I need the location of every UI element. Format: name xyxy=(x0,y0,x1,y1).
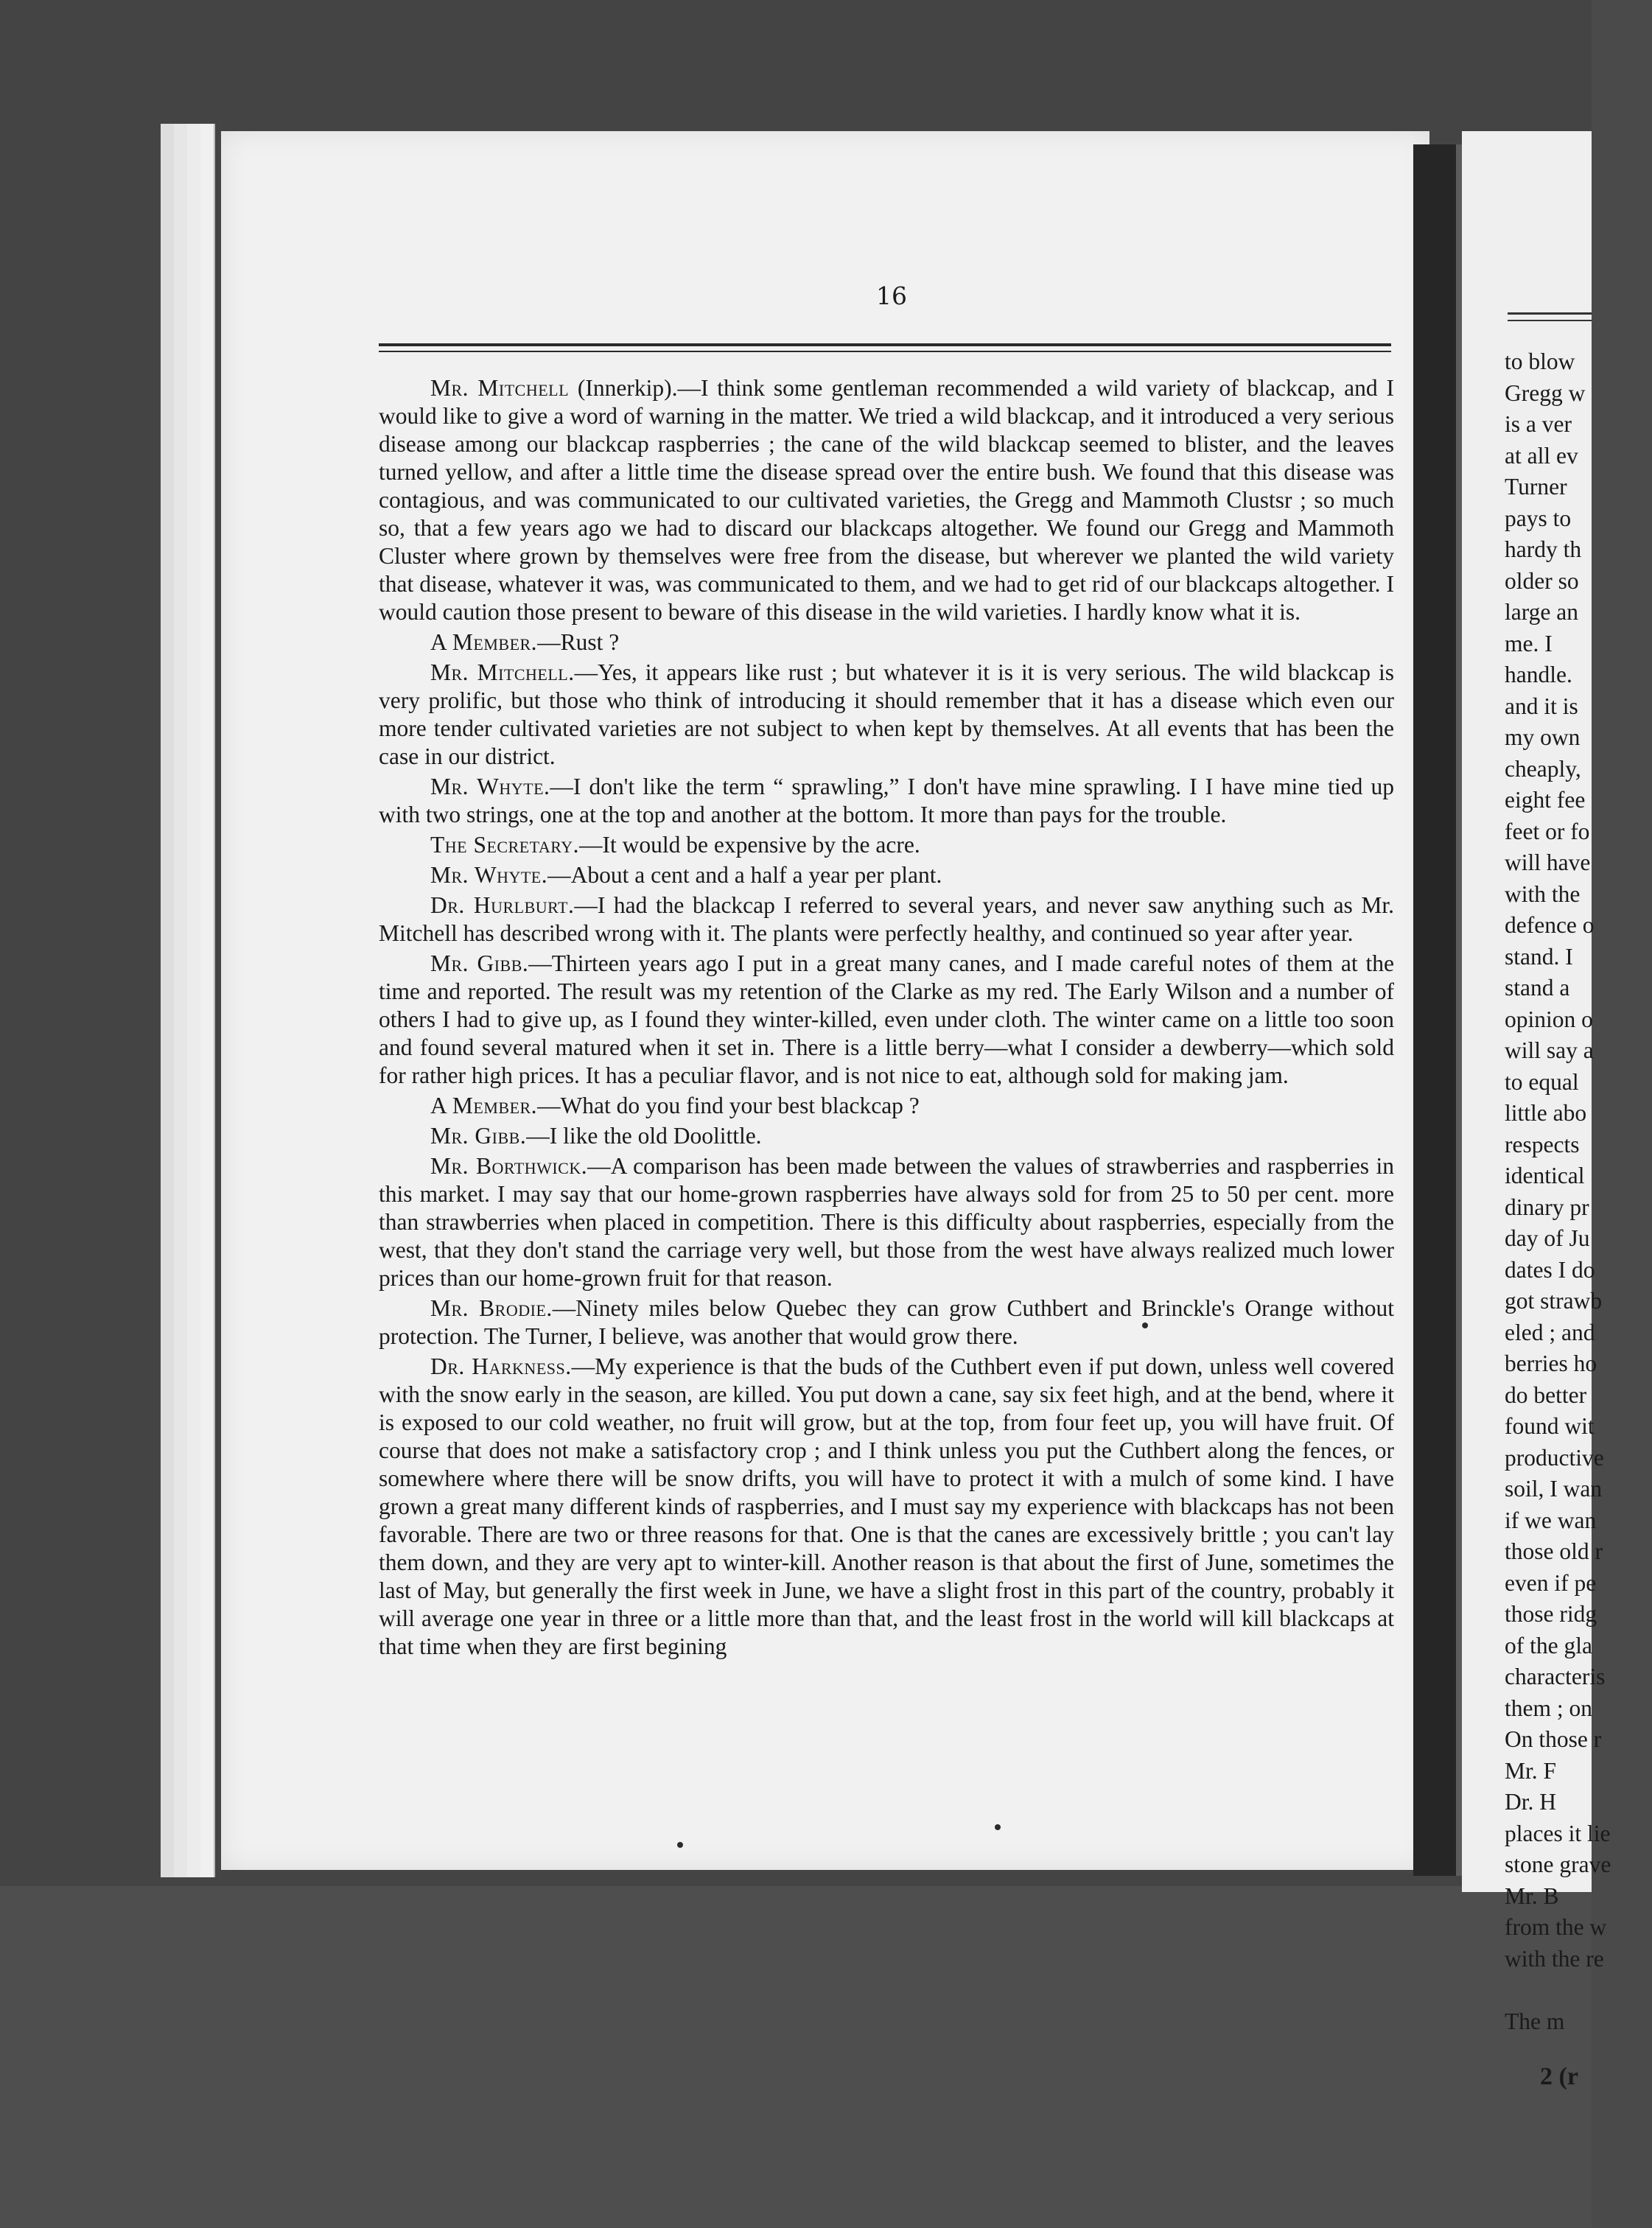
next-page-line: soil, I wan xyxy=(1505,1476,1603,1502)
paragraph-text: —I don't like the term “ sprawling,” I don't have mine sprawling. I I have mine tied up with two strings, one at the top and another at the bottom. It more than pays for the trouble. xyxy=(379,774,1395,827)
paragraph xyxy=(379,831,1394,859)
speaker-name: Mr. Mitchell. xyxy=(430,659,575,685)
next-page-line: identical xyxy=(1505,1163,1585,1188)
paragraph xyxy=(379,1295,1394,1351)
print-speck xyxy=(677,1842,683,1848)
page-edge xyxy=(174,124,189,1877)
next-page-line: Mr. F xyxy=(1505,1757,1557,1784)
paragraph xyxy=(379,773,1394,829)
speaker-name: Mr. Gibb. xyxy=(430,950,529,976)
next-page-line: with the xyxy=(1505,880,1581,907)
paragraph xyxy=(379,1092,1394,1120)
next-page-line: got strawb xyxy=(1505,1288,1603,1314)
paragraph-text: —About a cent and a half a year per plant. xyxy=(547,862,942,888)
page-body-text xyxy=(379,374,1394,1663)
header-rule-thin xyxy=(379,351,1391,352)
page-edge xyxy=(200,124,215,1877)
next-page-line: to equal xyxy=(1505,1068,1579,1095)
next-page-line: handle. xyxy=(1505,662,1572,687)
next-page-line: feet or fo xyxy=(1505,818,1590,844)
next-page-line: cheaply, xyxy=(1505,755,1581,782)
next-page-line: if we wan xyxy=(1505,1507,1597,1533)
next-page-line: On those r xyxy=(1505,1726,1602,1752)
book-binding-edge xyxy=(1456,144,1462,1876)
speaker-name: A Member. xyxy=(430,1093,538,1118)
next-page-line: even if pe xyxy=(1505,1569,1597,1596)
paragraph-text: (Innerkip).—I think some gentleman recommended a wild variety of blackcap, and I would like to give a word of warning in the matter. We tried a wild blackcap, and it introduced a very serious disease among our blackcap raspberries ; the cane of the wild blackcap seemed to blister, and the leaves turned yellow, and after a little time the disease spread over the entire bush. We found that this disease was contagious, and was communicated to our cultivated varieties, the Gregg and Mammoth Clustsr ; so much so, that a few years ago we had to discard our blackcaps altogether. We found our Gregg and Mammoth Cluster where grown by themselves were free from the disease, but wherever we planted the wild variety that disease, whatever it was, was communicated to them, and we had to get rid of our blackcaps altogether. I would caution those present to beware of this disease in the wild varieties. I hardly know what it is. xyxy=(379,375,1394,625)
next-page-line: them ; on xyxy=(1505,1695,1592,1721)
next-page-line: those ridg xyxy=(1505,1601,1597,1627)
next-page-line: me. I xyxy=(1505,630,1553,656)
speaker-name: Mr. Mitchell xyxy=(430,375,570,401)
paragraph xyxy=(379,950,1394,1090)
page-number: 16 xyxy=(876,281,907,310)
scan-bottom-area xyxy=(0,1886,1592,2228)
next-page-line xyxy=(1505,1975,1652,2006)
paragraph-text: —It would be expensive by the acre. xyxy=(578,832,920,858)
book-binding xyxy=(1413,144,1456,1876)
paragraph xyxy=(379,1122,1394,1150)
paragraph xyxy=(379,1152,1394,1292)
next-page-footer: 2 (r xyxy=(1540,2063,1578,2090)
next-page-line: defence o xyxy=(1505,912,1595,938)
paragraph-text: —Yes, it appears like rust ; but whatever it is it is very serious. The wild blackcap is very prolific, but those who think of introducing it should remember that it has a disease which even our more tender cultivated varieties are not subject to when kept by themselves. At all events that has been the case in our district. xyxy=(379,659,1394,769)
paragraph-text: —What do you find your best blackcap ? xyxy=(537,1093,920,1118)
next-page-line: older so xyxy=(1505,567,1579,594)
next-page-line: eight fee xyxy=(1505,787,1586,813)
paragraph-text: —My experience is that the buds of the Cuthbert even if put down, unless well covered with the snow early in the season, are killed. You put down a cane, say six feet high, and at the bend, where it is exposed to our cold weather, no fruit will grow, but at the top, from four feet up, you will have fruit. Of course that does not make a satisfactory crop ; and I think unless you put the Cuthbert along the fences, or somewhere where there will be snow drifts, you will have to protect it with a mulch of some kind. I have grown a great many different kinds of raspberries, and I must say my experience with blackcaps has not been favorable. There are two or three reasons for that. One is that the canes are excessively brittle ; you can't lay them down, and they are very apt to winter-kill. Another reason is that about the first of June, sometimes the last of May, but generally the first week in June, we have a slight frost in this part of the country, probably it will average one year in three or a little more than that, and the least frost in the world will kill blackcaps at that time when they are first begining xyxy=(379,1353,1394,1659)
next-page-line: The m xyxy=(1505,2008,1565,2034)
speaker-name: A Member. xyxy=(430,629,538,655)
print-speck xyxy=(1142,1323,1148,1328)
paragraph-text: —Thirteen years ago I put in a great many canes, and I made careful notes of them at the time and reported. The result was my retention of the Clarke as my red. The Early Wilson and a number of others I had to give up, as I found they winter-killed, even under cloth. The winter came on a little too soon and found several matured when it set in. There is a little berry—what I consider a dewberry—which sold for rather high prices. It has a peculiar flavor, and is not nice to eat, although sold for making jam. xyxy=(379,950,1394,1088)
page-edge xyxy=(161,124,175,1877)
next-page-line: places it lie xyxy=(1505,1820,1611,1846)
speaker-name: Dr. Harkness. xyxy=(430,1353,572,1379)
next-page-line: and it is xyxy=(1505,693,1578,719)
paragraph xyxy=(379,374,1394,626)
paragraph-text: —I like the old Doolittle. xyxy=(526,1123,762,1149)
next-page-line: respects xyxy=(1505,1131,1580,1157)
paragraph xyxy=(379,659,1394,771)
paragraph xyxy=(379,891,1394,947)
next-page-line: do better xyxy=(1505,1381,1587,1408)
page-edge xyxy=(187,124,202,1877)
print-speck xyxy=(995,1824,1001,1830)
next-page-header-rule xyxy=(1508,312,1592,315)
next-page-line: day of Ju xyxy=(1505,1225,1590,1251)
next-page-line: Dr. H xyxy=(1505,1789,1556,1815)
next-page-line: those old r xyxy=(1505,1538,1603,1564)
next-page-line: large an xyxy=(1505,599,1578,625)
next-page-line: berries ho xyxy=(1505,1351,1597,1376)
speaker-name: Dr. Hurlburt. xyxy=(430,892,575,918)
next-page-line: opinion o xyxy=(1505,1006,1593,1032)
next-page-line: stand a xyxy=(1505,975,1570,1001)
next-page-line: Mr. B xyxy=(1505,1882,1559,1909)
next-page-line: Turner xyxy=(1505,474,1567,500)
header-rule xyxy=(379,343,1391,346)
next-page-line: hardy th xyxy=(1505,536,1582,562)
paragraph xyxy=(379,861,1394,889)
next-page-line: my own xyxy=(1505,724,1581,750)
next-page-text xyxy=(1505,346,1652,2037)
speaker-name: Mr. Whyte. xyxy=(430,774,550,799)
speaker-name: Mr. Brodie. xyxy=(430,1295,553,1321)
speaker-name: Mr. Borthwick. xyxy=(430,1153,588,1179)
paragraph-text: —I had the blackcap I referred to several years, and never saw anything such as Mr. Mitchell has described wrong with it. The plants were perfectly healthy, and continued so year after year. xyxy=(379,892,1395,946)
next-page-line: Gregg w xyxy=(1505,379,1586,406)
next-page-line: found wit xyxy=(1505,1413,1595,1439)
next-page-line: characteris xyxy=(1505,1664,1606,1689)
paragraph-text: —Rust ? xyxy=(537,629,620,655)
next-page-line: will say a xyxy=(1505,1037,1594,1063)
speaker-name: The Secretary. xyxy=(430,832,579,858)
speaker-name: Mr. Whyte. xyxy=(430,862,548,888)
next-page-line: pays to xyxy=(1505,505,1572,531)
next-page-line: from the w xyxy=(1505,1914,1607,1940)
next-page-line: of the gla xyxy=(1505,1632,1592,1658)
next-page-line: eled ; and xyxy=(1505,1319,1595,1345)
next-page-line: dinary pr xyxy=(1505,1194,1589,1220)
next-page-line: will have xyxy=(1505,849,1591,875)
next-page-header-rule-thin xyxy=(1508,320,1592,321)
paragraph-text: —A comparison has been made between the values of strawberries and raspberries in this market. I may say that our home-grown raspberries have always sold for from 25 to 50 per cent. more than strawberries when placed in competition. There is this difficulty about raspberries, especially from the west, that they don't stand the carriage very well, but those from the west have always realized much lower prices than our home-grown fruit for that reason. xyxy=(379,1153,1394,1291)
paragraph xyxy=(379,628,1394,656)
next-page-line: to blow xyxy=(1505,348,1575,374)
next-page-line: productive xyxy=(1505,1444,1604,1471)
paragraph xyxy=(379,1353,1394,1661)
next-page-line: at all ev xyxy=(1505,442,1578,469)
speaker-name: Mr. Gibb. xyxy=(430,1123,527,1149)
next-page xyxy=(1462,131,1611,2090)
next-page-line: stone grave xyxy=(1505,1852,1611,1877)
next-page-line: dates I do xyxy=(1505,1256,1595,1283)
paragraph-text: —Ninety miles below Quebec they can grow Cuthbert and Brinckle's Orange without protection. The Turner, I believe, was another that would grow there. xyxy=(379,1295,1394,1349)
next-page-line: stand. I xyxy=(1505,943,1573,970)
next-page-line: is a ver xyxy=(1505,411,1572,437)
next-page-line: with the re xyxy=(1505,1945,1604,1972)
next-page-line: little abo xyxy=(1505,1100,1587,1126)
